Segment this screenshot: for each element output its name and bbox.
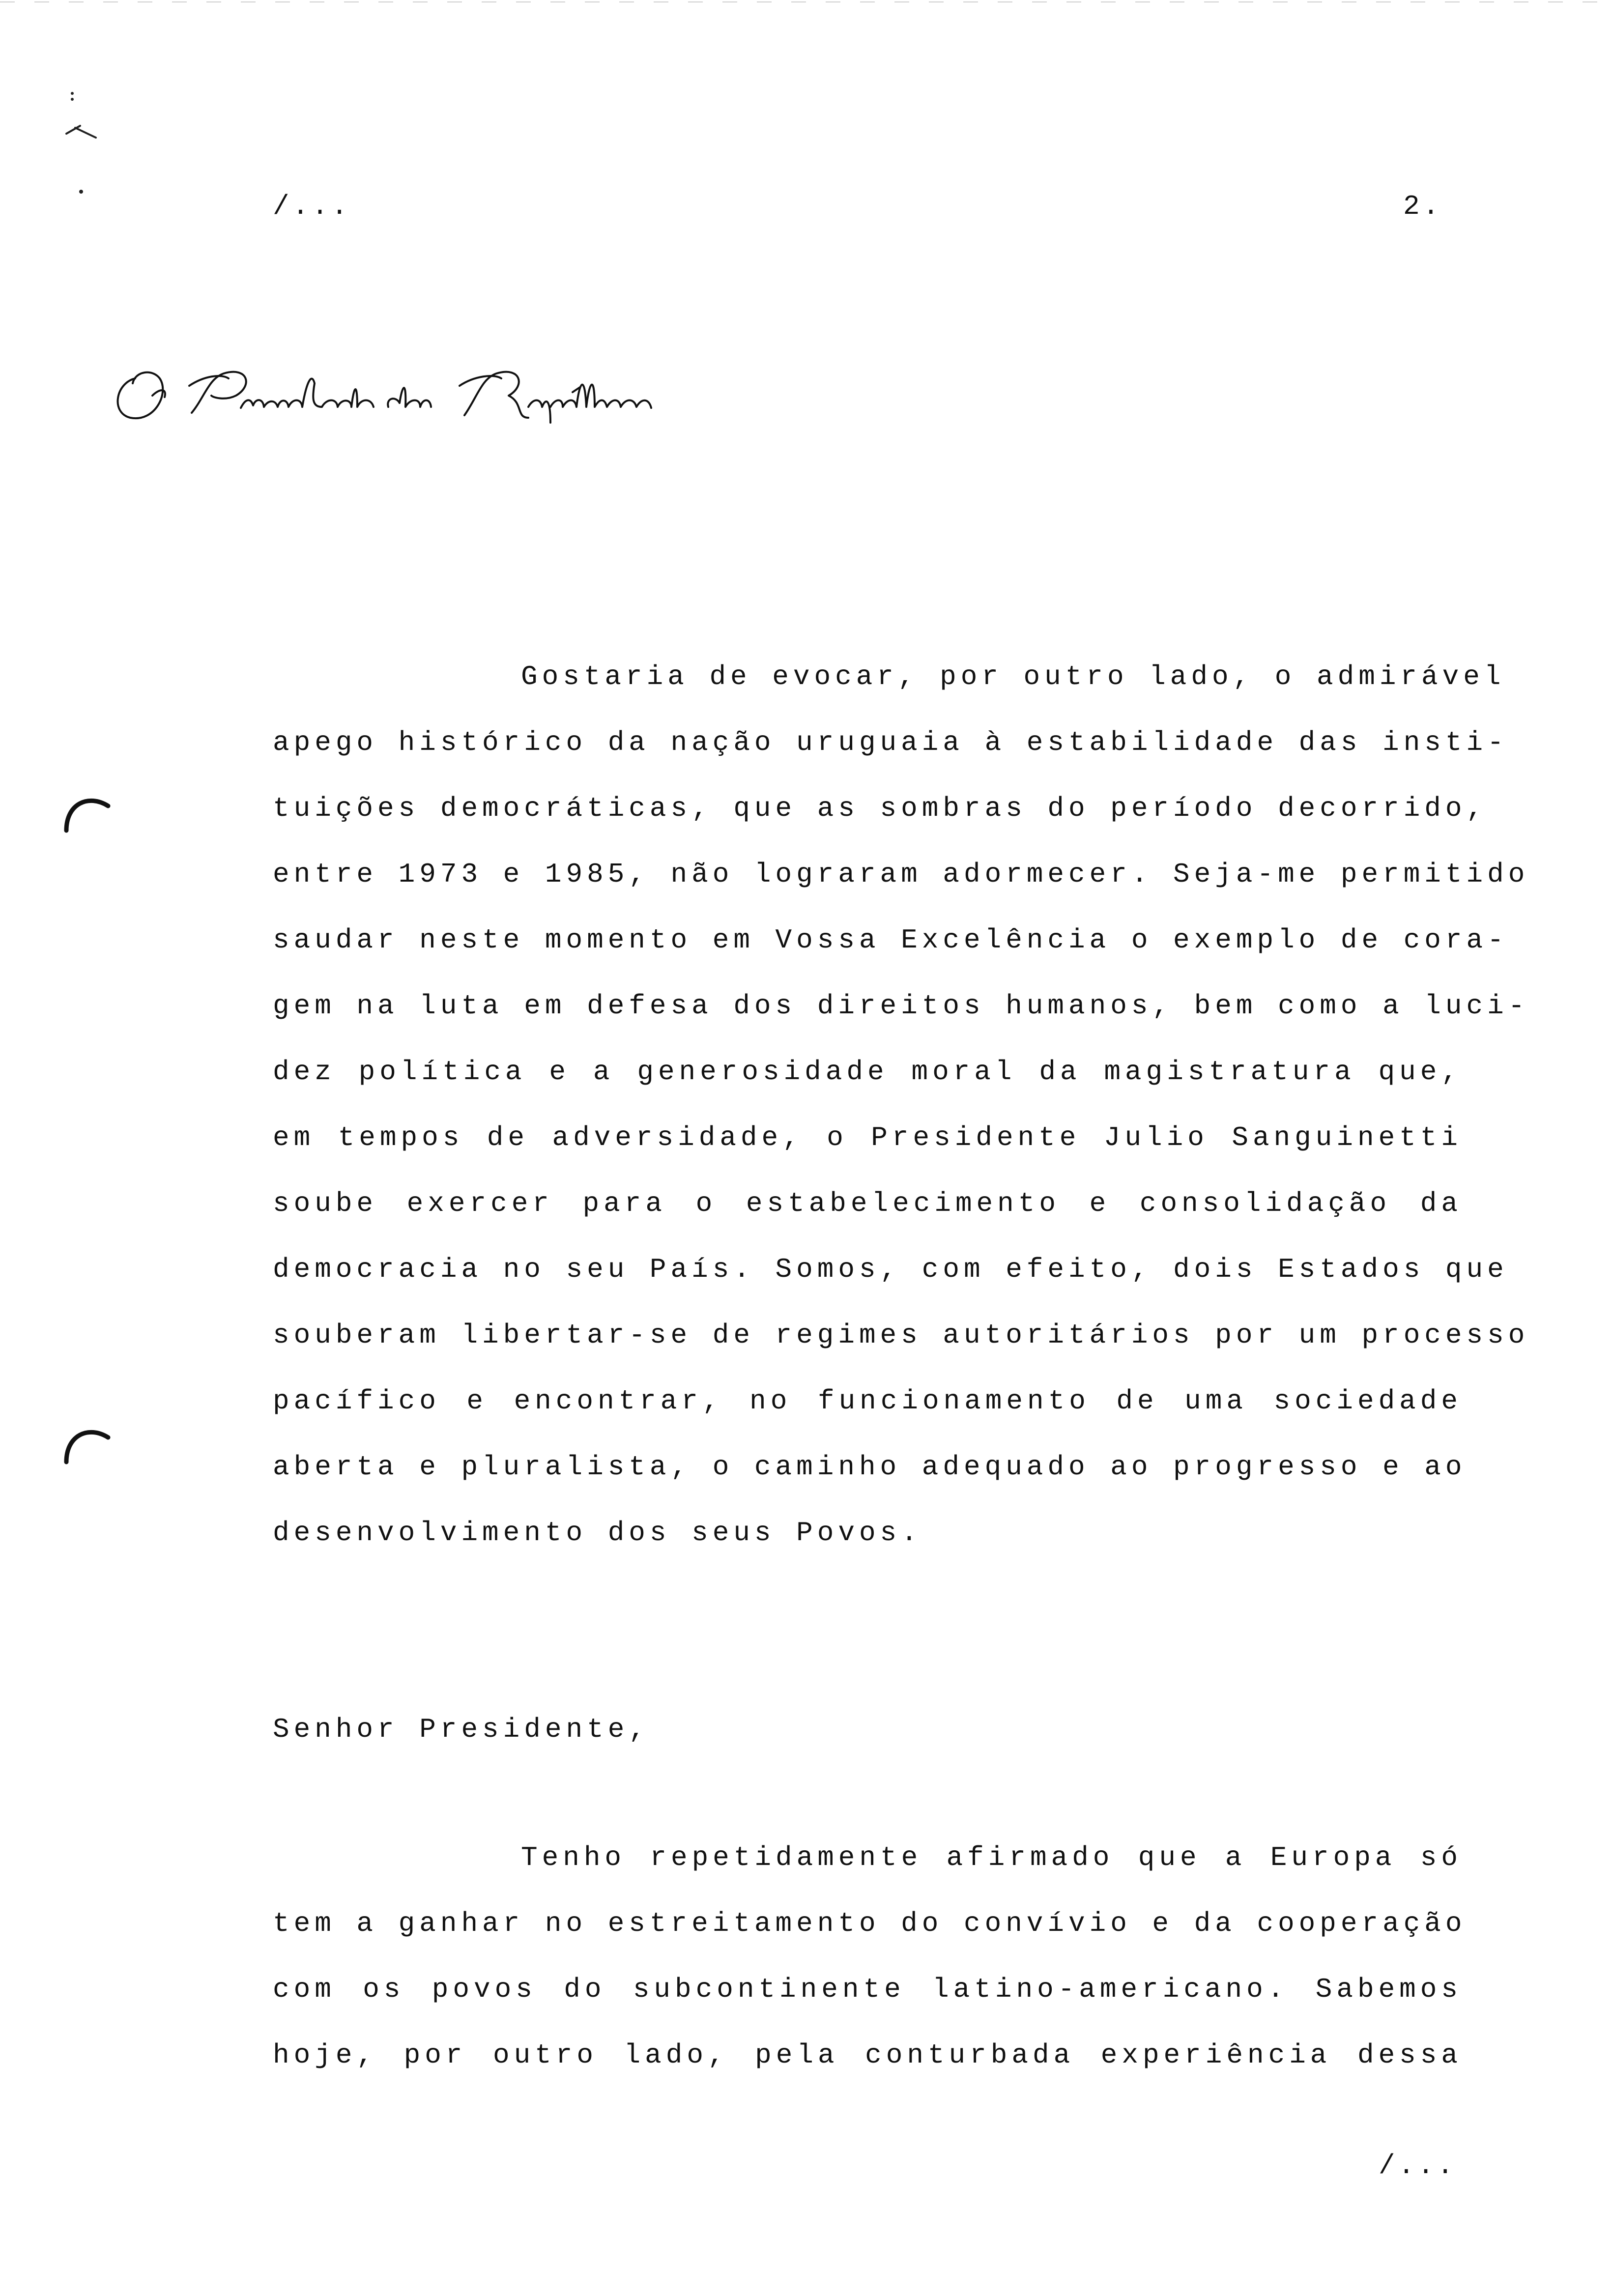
paragraph-line: desenvolvimento dos seus Povos. [273, 1517, 922, 1549]
paragraph-line: aberta e pluralista, o caminho adequado ao progresso e ao [273, 1451, 1467, 1483]
paragraph-line: souberam libertar-se de regimes autoritários por um processo [273, 1320, 1529, 1351]
paragraph-2 [273, 1825, 1467, 2088]
paragraph-line: democracia no seu País. Somos, com efeito, dois Estados que [273, 1254, 1508, 1285]
paragraph-line: tuições democráticas, que as sombras do período decorrido, [273, 793, 1488, 824]
paragraph-line: Tenho repetidamente afirmado que a Europa só [521, 1842, 1462, 1873]
punch-hole-mark-icon [59, 784, 113, 838]
paragraph-line: gem na luta em defesa dos direitos humanos, bem como a luci- [273, 990, 1529, 1022]
continuation-marker-top: /... [273, 191, 351, 222]
letterhead-signature-script [106, 349, 686, 435]
corner-mark-icon [61, 88, 111, 201]
top-edge-scan-artifact [0, 0, 1612, 10]
paragraph-line: hoje, por outro lado, pela conturbada experiência dessa [273, 2039, 1462, 2071]
paragraph-line: apego histórico da nação uruguaia à estabilidade das insti- [273, 727, 1508, 758]
punch-hole-mark-icon [59, 1415, 113, 1469]
letterhead-calligraphy-icon [106, 349, 686, 435]
paragraph-line: dez política e a generosidade moral da magistratura que, [273, 1056, 1462, 1088]
paragraph-line: pacífico e encontrar, no funcionamento de uma sociedade [273, 1385, 1462, 1417]
paragraph-line: Gostaria de evocar, por outro lado, o admirável [521, 661, 1505, 692]
continuation-marker-bottom: /... [1379, 2150, 1457, 2181]
page-number: 2. [1403, 191, 1442, 222]
salutation: Senhor Presidente, [273, 1714, 650, 1745]
paragraph-1 [273, 644, 1529, 1566]
paragraph-line: tem a ganhar no estreitamento do convívio e da cooperação [273, 1908, 1467, 1939]
paragraph-line: com os povos do subcontinente latino-americano. Sabemos [273, 1974, 1462, 2005]
paragraph-line: soube exercer para o estabelecimento e consolidação da [273, 1188, 1462, 1219]
paragraph-line: saudar neste momento em Vossa Excelência o exemplo de cora- [273, 924, 1508, 956]
paragraph-line: entre 1973 e 1985, não lograram adormecer. Seja-me permitido [273, 859, 1529, 890]
paragraph-line: em tempos de adversidade, o Presidente Julio Sanguinetti [273, 1122, 1462, 1153]
